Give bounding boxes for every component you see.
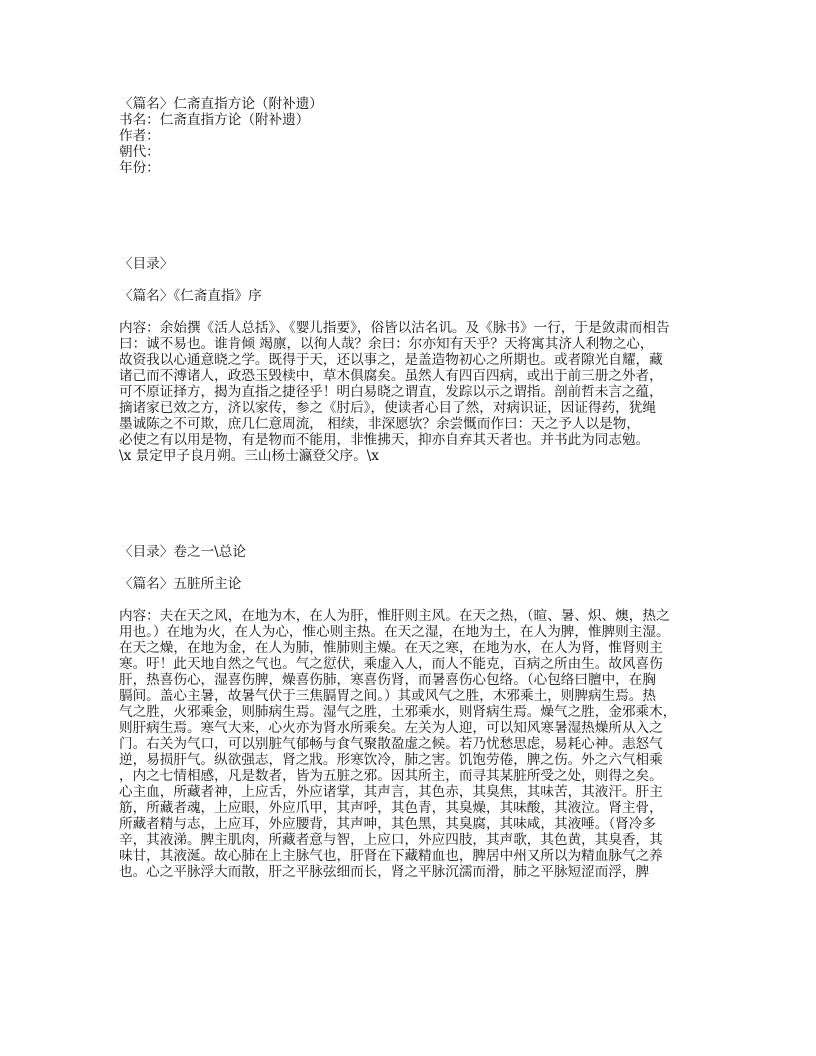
paragraph-line: 寒。吁！此天地自然之气也。气之愆伏，乘虚入人，而人不能克，百病之所由生。故风喜伤 xyxy=(119,656,663,672)
paragraph-line: 味甘，其液涎。故心肺在上主脉气也，肝肾在下藏精血也，脾居中州又所以为精血脉气之养 xyxy=(119,848,663,864)
paragraph-line: 筋，所藏者魂，上应眼，外应爪甲，其声呼，其色青，其臭燥，其味酸，其液泣。肾主骨， xyxy=(119,800,663,816)
paragraph-line: 可不原证择方，揭为直指之捷径乎！明白易晓之谓直，发踪以示之谓指。剖前哲未言之蕴， xyxy=(119,384,663,400)
section-title-five-organs: 〈篇名〉五脏所主论 xyxy=(119,576,242,592)
paragraph-line: 必使之有以用是物，有是物而不能用，非惟拂天，抑亦自弃其天者也。并书此为同志勉。 xyxy=(119,432,650,448)
paragraph-line: 则肝病生焉。寒气大来，心火亦为肾水所乘矣。左关为人迎，可以知风寒暑湿热燥所从入之 xyxy=(119,720,663,736)
paragraph-line: 用也。）在地为火，在人为心，惟心则主热。在天之湿，在地为土，在人为脾，惟脾则主湿。 xyxy=(119,624,670,640)
paragraph-line: 摘诸家已效之方，济以家传，参之《肘后》，使读者心目了然，对病识证，因证得药，犹绳 xyxy=(119,400,656,416)
book-name-line: 书名：仁斋直指方论（附补遗） xyxy=(119,112,310,128)
dynasty-line: 朝代： xyxy=(119,144,160,160)
document-page xyxy=(119,96,699,880)
preface-content xyxy=(119,320,699,464)
toc-heading-2: 〈目录〉卷之一\总论 xyxy=(119,544,246,560)
spacer xyxy=(119,560,699,576)
five-organs-content xyxy=(119,608,699,880)
paragraph-line: 门。右关为气口，可以别脏气郁畅与食气聚散盈虚之候。若乃忧愁思虑，易耗心神。恚怒气 xyxy=(119,736,663,752)
spacer xyxy=(119,464,699,544)
section-title-preface: 〈篇名〉《仁斋直指》序 xyxy=(119,288,262,304)
paragraph-line: \x 景定甲子良月朔。三山杨士瀛登父序。\x xyxy=(119,448,379,464)
paragraph-line: 气之胜，火邪乘金，则肺病生焉。湿气之胜，土邪乘水，则肾病生焉。燥气之胜，金邪乘木， xyxy=(119,704,677,720)
spacer xyxy=(119,304,699,320)
paragraph-line: 曰：诚不易也。谁肯倾 竭廪，以徇人哉？余曰：尔亦知有天乎？天将寓其济人利物之心， xyxy=(119,336,654,352)
spacer xyxy=(119,592,699,608)
paragraph-line: 内容：余始撰《活人总括》、《婴儿指要》，俗皆以沽名讥。及《脉书》一行，于是敛肃而相告 xyxy=(119,320,670,336)
paragraph-line: 在天之燥，在地为金，在人为肺，惟肺则主燥。在天之寒，在地为水，在人为肾，惟肾则主 xyxy=(119,640,663,656)
paragraph-line: 肝，热喜伤心，湿喜伤脾，燥喜伤肺，寒喜伤肾，而暑喜伤心包络。（心包络曰膻中，在胸 xyxy=(119,672,656,688)
paragraph-line: 墨诚陈之不可欺，庶几仁意周流， 相续，非深愿欤？余尝慨而作曰：天之予人以是物， xyxy=(119,416,640,432)
spacer xyxy=(119,176,699,256)
paragraph-line: 也。心之平脉浮大而散，肝之平脉弦细而长，肾之平脉沉濡而滑，肺之平脉短涩而浮，脾 xyxy=(119,864,650,880)
paragraph-line: ，内之七情相感，凡是数者，皆为五脏之邪。因其所主，而寻其某脏所受之处，则得之矣。 xyxy=(119,768,663,784)
paragraph-line: 故资我以心通意晓之学。既得于天，还以事之，是盖造物初心之所期也。或者隙光自耀，藏 xyxy=(119,352,663,368)
doc-title-line: 〈篇名〉仁斋直指方论（附补遗） xyxy=(119,96,323,112)
paragraph-line: 内容：夫在天之风，在地为木，在人为肝，惟肝则主风。在天之热，（暄、暑、炽、燠，热之 xyxy=(119,608,670,624)
paragraph-line: 所藏者精与志，上应耳，外应腰背，其声呻，其色黑，其臭腐，其味咸，其液唾。（肾冷多 xyxy=(119,816,656,832)
year-line: 年份： xyxy=(119,160,160,176)
paragraph-line: 辛，其液涕。脾主肌肉，所藏者意与智，上应口，外应四肢，其声歌，其色黄，其臭香，其 xyxy=(119,832,663,848)
author-line: 作者： xyxy=(119,128,160,144)
paragraph-line: 诸己而不溥诸人，政恐玉毁椟中，草木俱腐矣。虽然人有四百四病，或出于前三册之外者， xyxy=(119,368,663,384)
paragraph-line: 膈间。盖心主暑，故暑气伏于三焦膈胃之间。）其或风气之胜，木邪乘土，则脾病生焉。热 xyxy=(119,688,656,704)
spacer xyxy=(119,272,699,288)
toc-heading-1: 〈目录〉 xyxy=(119,256,174,272)
paragraph-line: 逆，易损肝气。纵欲强志，肾之戕。形寒饮冷，肺之害。饥饱劳倦，脾之伤。外之六气相乘 xyxy=(119,752,663,768)
paragraph-line: 心主血，所藏者神，上应舌，外应诸掌，其声言，其色赤，其臭焦，其味苦，其液汗。肝主 xyxy=(119,784,663,800)
